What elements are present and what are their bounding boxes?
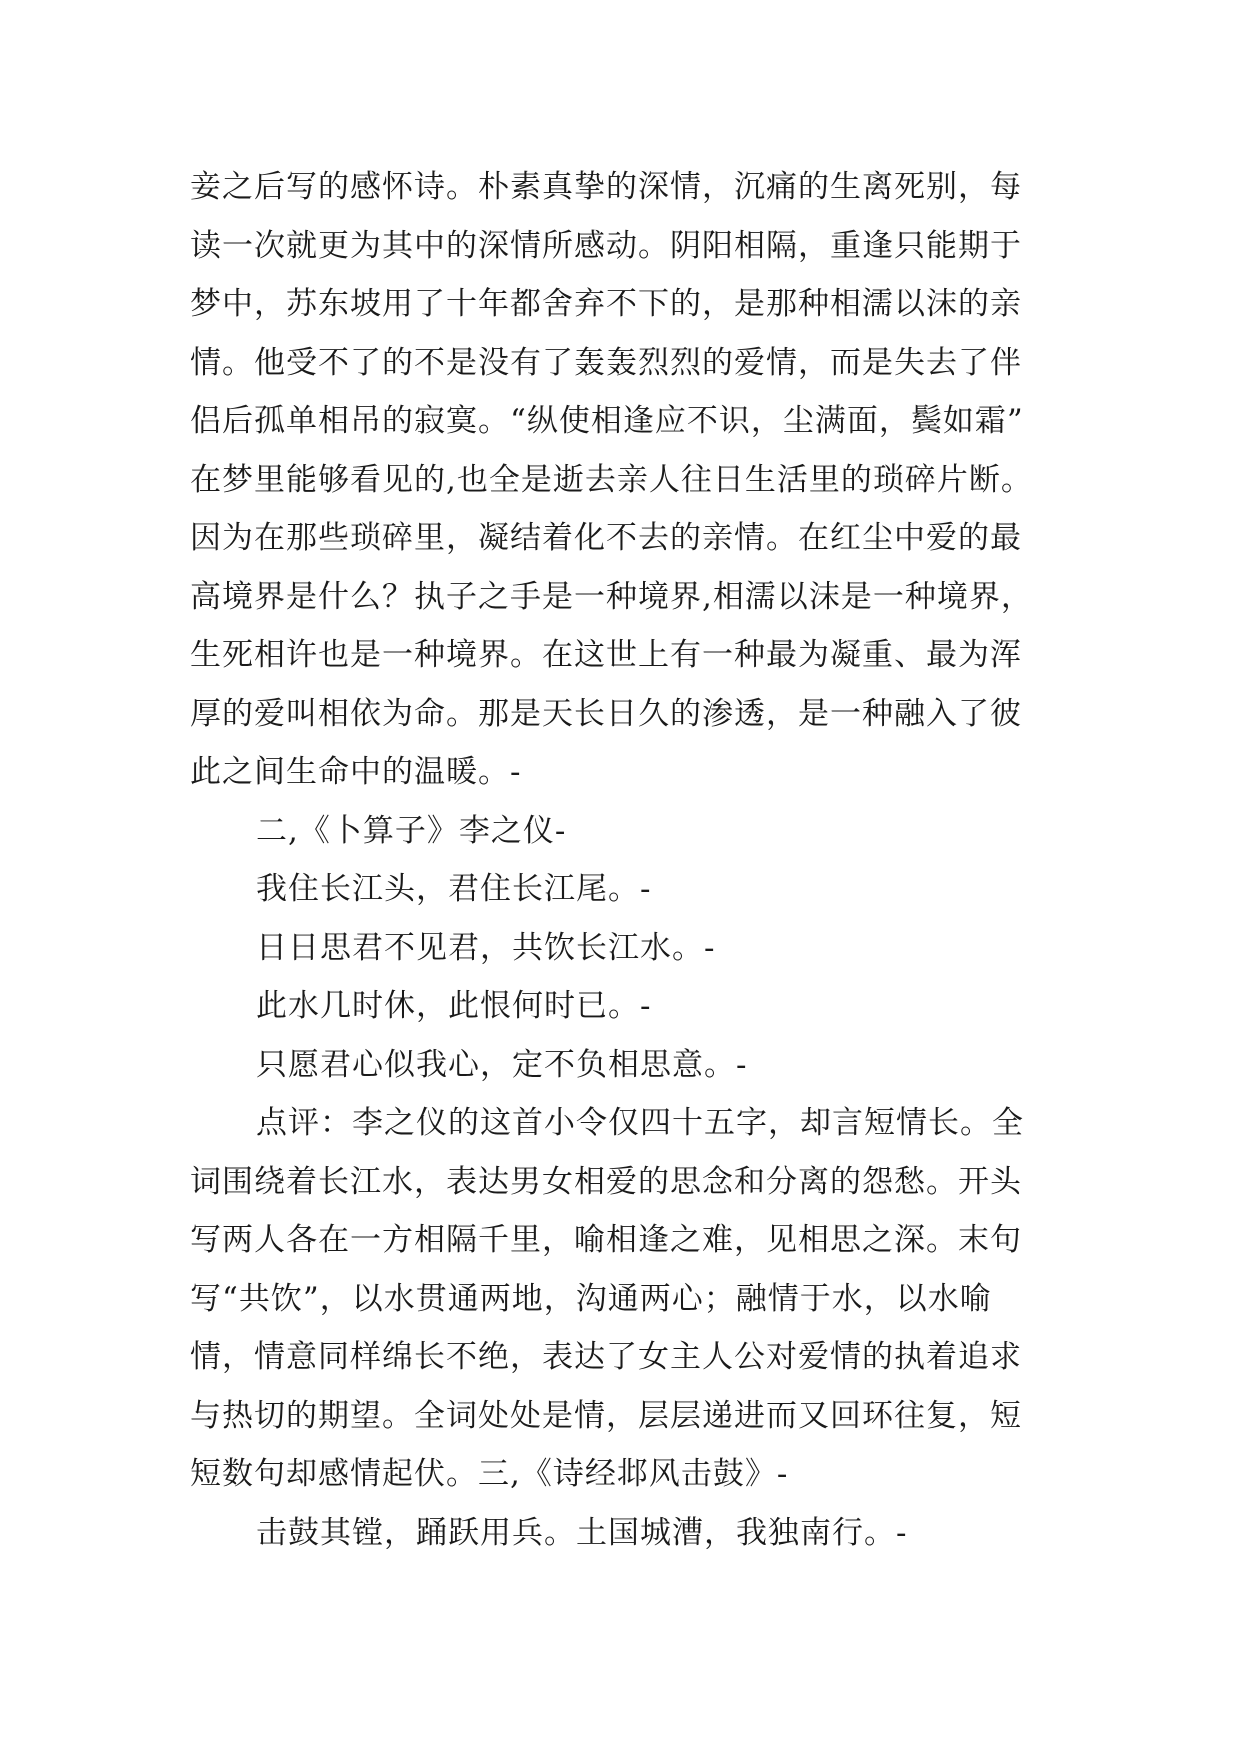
body-text: [190, 158, 1070, 1562]
commentary-line: 点评：李之仪的这首小令仅四十五字，却言短情长。全: [256, 1105, 1024, 1141]
text-line: 厚的爱叫相依为命。那是天长日久的渗透，是一种融入了彼: [190, 695, 1022, 732]
text-line: 情。他受不了的不是没有了轰轰烈烈的爱情，而是失去了伴: [190, 344, 1022, 381]
poem-line: 日日思君不见君，共饮长江水。-: [256, 929, 716, 966]
text-line: 此之间生命中的温暖。-: [190, 754, 522, 790]
text-line: 因为在那些琐碎里，凝结着化不去的亲情。在红尘中爱的最: [190, 520, 1022, 556]
commentary-line: 写两人各在一方相隔千里，喻相逢之难，见相思之深。末句: [190, 1222, 1022, 1258]
poem-line: 此水几时休，此恨何时已。-: [256, 988, 652, 1024]
poem-line: 我住长江头，君住长江尾。-: [256, 871, 652, 907]
text-line: 高境界是什么？执子之手是一种境界,相濡以沫是一种境界，: [190, 578, 1033, 615]
text-line: 侣后孤单相吊的寂寞。“纵使相逢应不识，尘满面，鬓如霜”: [190, 403, 1024, 439]
poem-line: 击鼓其镗，踊跃用兵。土国城漕，我独南行。-: [256, 1514, 908, 1551]
commentary-line: 短数句却感情起伏。三,《诗经邶风击鼓》-: [190, 1456, 789, 1492]
poem-line: 只愿君心似我心，定不负相思意。-: [256, 1046, 748, 1083]
section-heading: 二,《卜算子》李之仪-: [256, 812, 567, 849]
commentary-line: 情，情意同样绵长不绝，表达了女主人公对爱情的执着追求: [190, 1339, 1022, 1375]
text-line: 妾之后写的感怀诗。朴素真挚的深情，沉痛的生离死别，每: [190, 169, 1022, 205]
text-line: 梦中，苏东坡用了十年都舍弃不下的，是那种相濡以沫的亲: [190, 286, 1022, 322]
commentary-line: 写“共饮”，以水贯通两地，沟通两心；融情于水，以水喻: [190, 1280, 992, 1317]
commentary-line: 词围绕着长江水，表达男女相爱的思念和分离的怨愁。开头: [190, 1163, 1022, 1200]
commentary-line: 与热切的期望。全词处处是情，层层递进而又回环往复，短: [190, 1397, 1022, 1434]
text-line: 生死相许也是一种境界。在这世上有一种最为凝重、最为浑: [190, 637, 1022, 673]
text-line: 在梦里能够看见的,也全是逝去亲人往日生活里的琐碎片断。: [190, 461, 1033, 498]
text-line: 读一次就更为其中的深情所感动。阴阳相隔，重逢只能期于: [190, 227, 1022, 264]
